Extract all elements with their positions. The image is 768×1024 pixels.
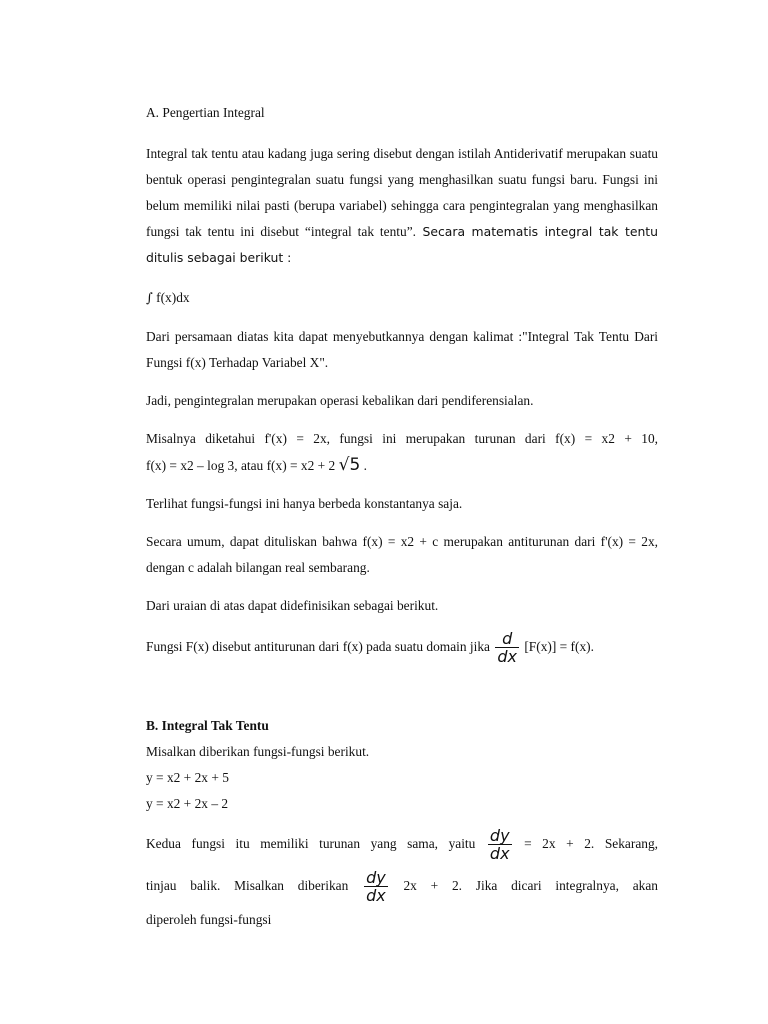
same-derivative-end: = 2x + 2. Sekarang, [513,836,658,851]
function-one: y = x2 + 2x + 5 [146,770,229,785]
integral-symbol: ∫ [146,291,153,306]
fraction-denominator: dx [497,647,517,667]
paragraph-antiderivative-def [146,625,658,669]
definition-text: Integral tak tentu atau kadang juga sering disebut dengan istilah Antiderivatif merupakan suatu bentuk operasi pengintegralan suatu fungsi yang menghasilkan suatu fungsi baru. Fungsi ini belum memiliki nilai pasti (berupa variabel) sehingga cara pengintegralan yang menghasilkan fungsi tak tentu ini disebut [146,146,658,239]
antiderivative-end: [F(x)] = f(x). [520,639,594,654]
section-b-title: B. Integral Tak Tentu [146,718,269,733]
reverse-text: tinjau balik. Misalkan diberikan [146,878,363,893]
paragraph-inverse-operation: Jadi, pengintegralan merupakan operasi kebalikan dari pendiferensialan. [146,393,534,408]
paragraph-same-derivative [146,823,658,865]
fraction-denominator: dx [366,886,386,906]
example-text: f(x) = x2 – log 3, atau f(x) = x2 + 2 [146,458,339,473]
section-a-title: A. Pengertian Integral [146,105,265,120]
paragraph-define: Dari uraian di atas dapat didefinisikan sebagai berikut. [146,598,439,613]
same-derivative-text: Kedua fungsi itu memiliki turunan yang sama, yaitu [146,836,486,851]
document-content [146,100,658,933]
definition-tail: Secara matematis integral tak tentu ditulis sebagai berikut : [146,224,659,265]
definition-quote: “integral tak tentu”. [304,224,416,239]
paragraph-constant: Terlihat fungsi-fungsi ini hanya berbeda konstantanya saja. [146,496,463,511]
derivative-fraction [495,630,519,665]
paragraph-sentence: Dari persamaan diatas kita dapat menyebutkannya dengan kalimat :"Integral Tak Tentu Dari Fungsi f(x) Terhadap Variabel X". [146,329,658,370]
paragraph-reverse [146,865,658,907]
paragraph-example-line1: Misalnya diketahui f'(x) = 2x, fungsi ini merupakan turunan dari f(x) = x2 + 10, [146,431,658,446]
fraction-denominator: dx [489,844,510,864]
antiderivative-text: Fungsi F(x) disebut antiturunan dari f(x) pada suatu domain jika [146,639,494,654]
section-b-intro: Misalkan diberikan fungsi-fungsi berikut. [146,744,370,759]
reverse-end: 2x + 2. Jika dicari integralnya, akan [389,878,658,893]
fraction-numerator: dy [366,868,386,888]
paragraph-example-line2 [146,452,658,479]
paragraph-reverse-line2: diperoleh fungsi-fungsi [146,912,272,927]
fraction-numerator: d [502,629,513,649]
dy-dx-fraction-2 [364,869,388,904]
integral-formula [146,285,658,312]
paragraph-definition [146,141,658,271]
sqrt-five: √5 [338,455,361,475]
integral-expression: f(x)dx [152,290,190,305]
dy-dx-fraction [488,827,512,862]
paragraph-general: Secara umum, dapat dituliskan bahwa f(x) = x2 + c merupakan antiturunan dari f'(x) = 2x, dengan c adalah bilangan real sembarang. [146,534,658,575]
example-end: . [360,458,367,473]
function-two: y = x2 + 2x – 2 [146,796,229,811]
fraction-numerator: dy [489,826,510,846]
